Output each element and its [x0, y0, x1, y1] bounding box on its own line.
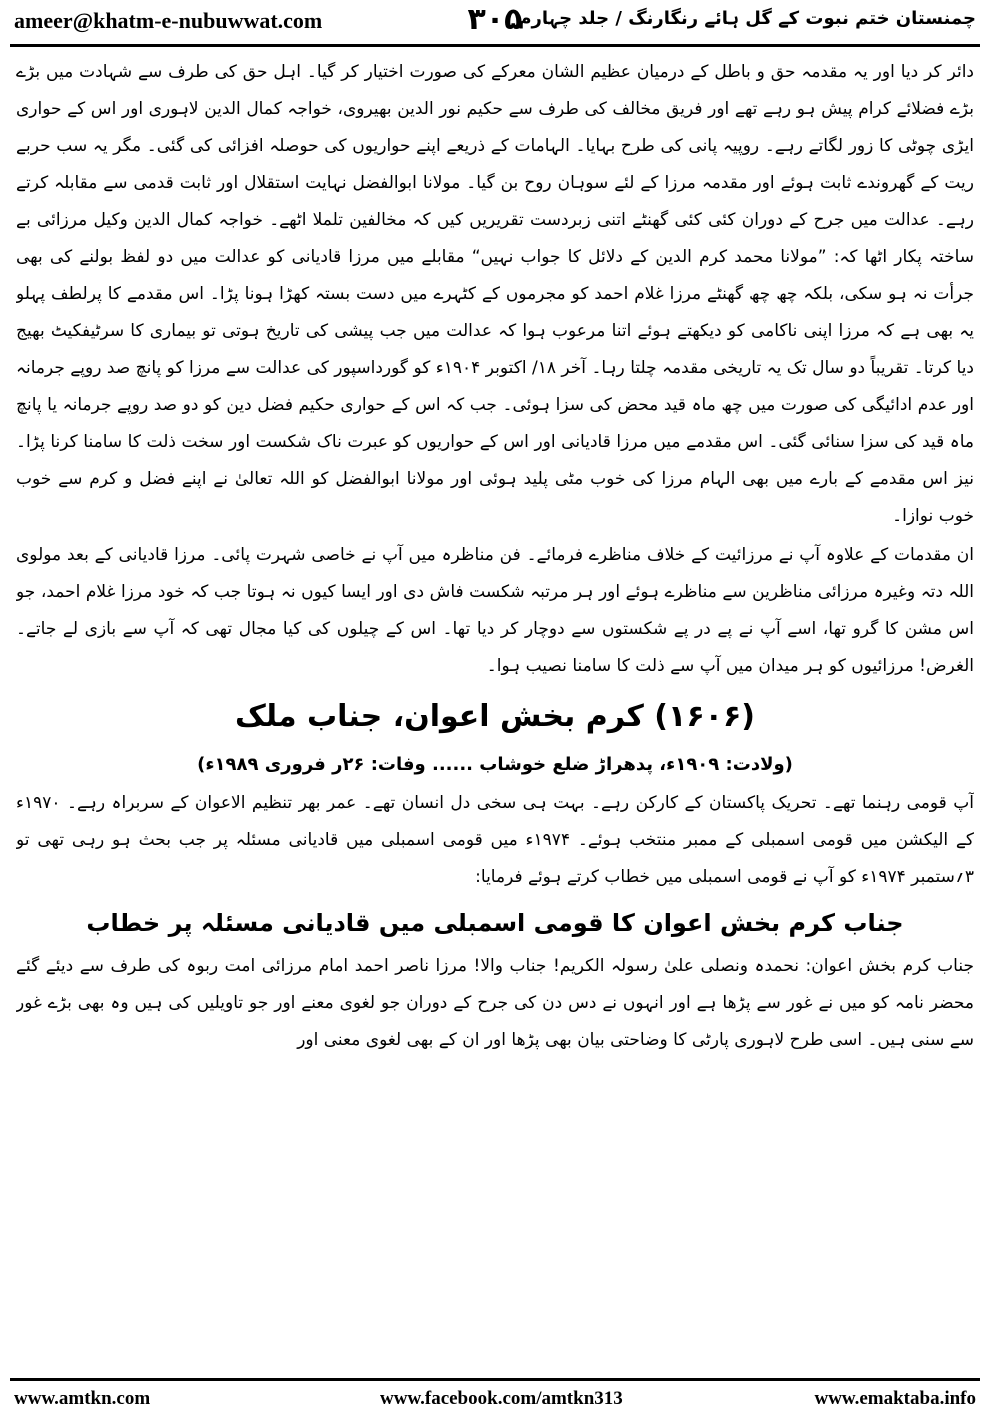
birth-death-dates: (ولادت: ۱۹۰۹ء، پدھراڑ ضلع خوشاب ...... وفات: ۲۶ر فروری ۱۹۸۹ء) [197, 754, 793, 775]
body-paragraph: آپ قومی رہنما تھے۔ تحریک پاکستان کے کارکن رہے۔ بہت ہی سخی دل انسان تھے۔ عمر بھر تنظیم الاعوان کے سربراہ رہے۔ ۱۹۷۰ء کے الیکشن میں قومی اسمبلی کے ممبر منتخب ہوئے۔ ۱۹۷۴ء میں قومی اسمبلی میں قادیانی مسئلہ پر جب بحث ہو رہی تھی تو ۳؍ستمبر ۱۹۷۴ء کو آپ نے قومی اسمبلی میں خطاب کرتے ہوئے فرمایا: [16, 793, 974, 887]
body-paragraph: جناب کرم بخش اعوان: نحمدہ ونصلی علیٰ رسولہ الکریم! جناب والا! مرزا ناصر احمد امام مرزائی امت ربوہ کی طرف سے دیئے گئے محضر نامہ کو میں نے غور سے پڑھا ہے اور انہوں نے دس دن کی جرح کے دوران جو لغوی معنے اور جو تاویلیں کی ہیں وہ بھی بڑے غور سے سنی ہیں۔ اسی طرح لاہوری پارٹی کا وضاحتی بیان بھی پڑھا اور ان کے بھی لغوی معنی اور [16, 956, 974, 1050]
footer-link-amtkn[interactable]: www.amtkn.com [14, 1388, 151, 1409]
header-email[interactable]: ameer@khatm-e-nubuwwat.com [14, 8, 323, 33]
footer-link-emaktaba[interactable]: www.emaktaba.info [814, 1388, 976, 1409]
body-paragraph: دائر کر دیا اور یہ مقدمہ حق و باطل کے درمیان عظیم الشان معرکے کی صورت اختیار کر گیا۔ اہل حق کی طرف سے شہادت میں بڑے بڑے فضلائے کرام پیش ہو رہے تھے اور فریق مخالف کی طرف سے حکیم نور الدین بھیروی، خواجہ کمال الدین لاہوری اور اس کے حواری ایڑی چوٹی کا زور لگاتے رہے۔ روپیہ پانی کی طرح بہایا۔ الہامات کے ذریعے اپنے حواریوں کی حوصلہ افزائی کی گئی۔ مگر یہ سب حربے ریت کے گھروندے ثابت ہوئے اور مقدمہ مرزا کے لئے سوہان روح بن گیا۔ مولانا ابوالفضل نہایت استقلال اور ثابت قدمی سے مقابلہ کرتے رہے۔ عدالت میں جرح کے دوران کئی کئی گھنٹے اتنی زبردست تقریریں کیں کہ مخالفین تلملا اٹھے۔ خواجہ کمال الدین وکیل مرزائی بے ساختہ پکار اٹھا کہ: ”مولانا محمد کرم الدین کے دلائل کا جواب نہیں“ مقابلے میں مرزا قادیانی کو عدالت میں دو لفظ بولنے کی بھی جرأت نہ ہو سکی، بلکہ چھ چھ گھنٹے مرزا غلام احمد کو مجرموں کے کٹہرے میں دست بستہ کھڑا ہونا پڑا۔ اس مقدمے کا پرلطف پہلو یہ بھی ہے کہ مرزا اپنی ناکامی کو دیکھتے ہوئے اتنا مرعوب ہوا کہ عدالت میں جب پیشی کی تاریخ ہوتی تو بیماری کا سرٹیفکیٹ بھیج دیا کرتا۔ تقریباً دو سال تک یہ تاریخی مقدمہ چلتا رہا۔ آخر ۱۸/ اکتوبر ۱۹۰۴ء کو گورداسپور کی عدالت سے مرزا کو پانچ صد روپے جرمانہ اور عدم ادائیگی کی صورت میں چھ ماہ قید محض کی سزا ہوئی۔ جب کہ اس کے حواری حکیم فضل دین کو دو صد روپے جرمانہ یا پانچ ماہ قید کی سزا سنائی گئی۔ اس مقدمے میں مرزا قادیانی اور اس کے حواریوں کو عبرت ناک شکست اور سخت ذلت کا سامنا کرنا پڑا۔ نیز اس مقدمے کے بارے میں بھی الہام مرزا کی خوب مٹی پلید ہوئی اور مولانا ابوالفضل کو اللہ تعالیٰ نے اپنے فضل و کرم سے خوب خوب نوازا۔ [16, 62, 974, 526]
section-heading: (۱۶۰۶) کرم بخش اعوان، جناب ملک [235, 699, 755, 734]
page-number: ۳۰۵ [467, 2, 523, 37]
header-divider [10, 44, 980, 47]
page-footer [0, 1384, 990, 1414]
page-header [0, 0, 990, 44]
speech-heading: جناب کرم بخش اعوان کا قومی اسمبلی میں قادیانی مسئلہ پر خطاب [86, 909, 904, 937]
footer-divider [10, 1378, 980, 1381]
footer-link-facebook[interactable]: www.facebook.com/amtkn313 [380, 1388, 623, 1409]
body-paragraph: ان مقدمات کے علاوہ آپ نے مرزائیت کے خلاف مناظرے فرمائے۔ فن مناظرہ میں آپ نے خاصی شہرت پائی۔ مرزا قادیانی کے بعد مولوی اللہ دتہ وغیرہ مرزائی مناظرین سے مناظرے ہوئے اور ہر مرتبہ شکست فاش دی اور ایسا کیوں نہ ہوتا جب کہ خود مرزا غلام احمد، جو اس مشن کا گرو تھا، اسے آپ نے پے در پے شکستوں سے دوچار کر دیا تھا۔ اس کے چیلوں کی کیا مجال تھی کہ آپ سے بازی لے جاتے۔ الغرض! مرزائیوں کو ہر میدان میں آپ سے ذلت کا سامنا نصیب ہوا۔ [16, 545, 974, 676]
book-title: چمنستان ختم نبوت کے گل ہائے رنگارنگ / جلد چہارم [518, 8, 976, 29]
page-body [16, 54, 974, 1368]
